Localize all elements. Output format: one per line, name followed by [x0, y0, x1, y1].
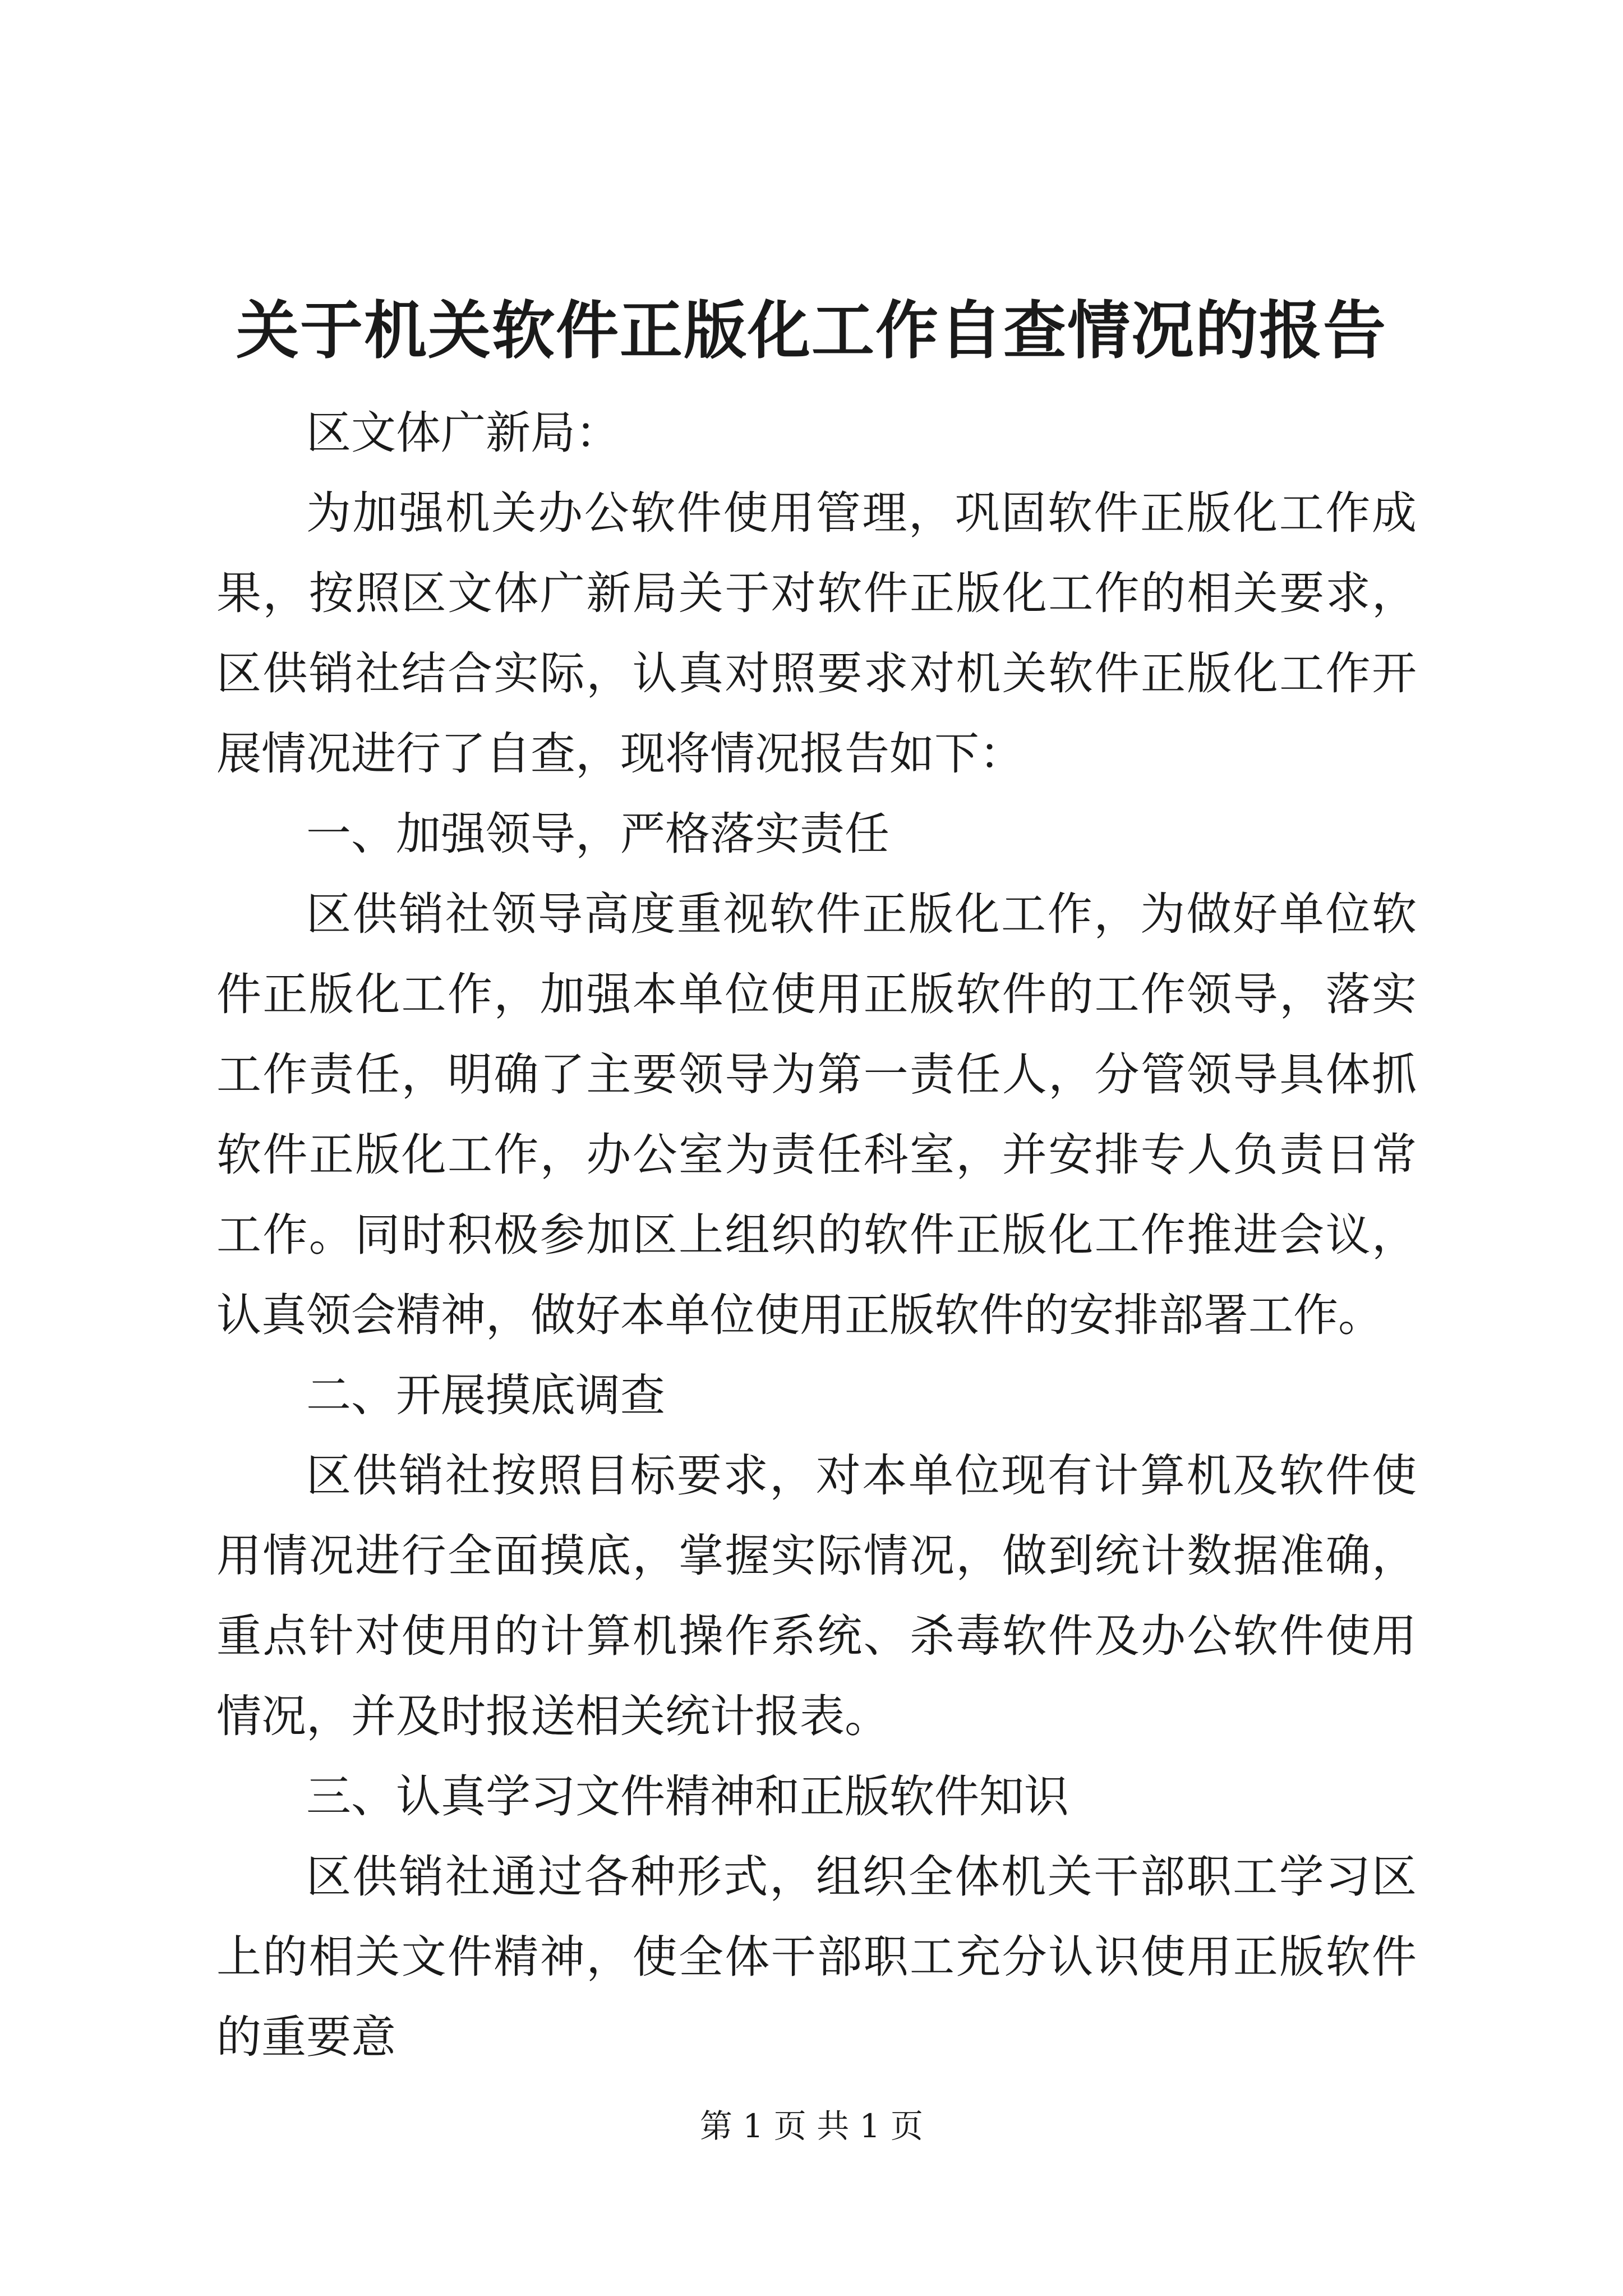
document-title: 关于机关软件正版化工作自查情况的报告: [236, 294, 1387, 367]
paragraph-intro: 为加强机关办公软件使用管理，巩固软件正版化工作成果，按照区文体广新局关于对软件正版化工作的相关要求，区供销社结合实际，认真对照要求对机关软件正版化工作开展情况进行了自查，现将情况报告如下：: [216, 487, 1417, 780]
section-heading-1: 一、加强领导，严格落实责任: [306, 808, 889, 860]
paragraph-section-1: 区供销社领导高度重视软件正版化工作，为做好单位软件正版化工作，加强本单位使用正版软件的工作领导，落实工作责任，明确了主要领导为第一责任人，分管领导具体抓软件正版化工作，办公室为责任科室，并安排专人负责日常工作。同时积极参加区上组织的软件正版化工作推进会议，认真领会精神，做好本单位使用正版软件的安排部署工作。: [216, 888, 1417, 1341]
document-body: [216, 393, 1417, 2077]
section-heading-2: 二、开展摸底调查: [306, 1369, 665, 1421]
salutation: 区文体广新局：: [306, 407, 620, 459]
paragraph-section-2: 区供销社按照目标要求，对本单位现有计算机及软件使用情况进行全面摸底，掌握实际情况，做到统计数据准确，重点针对使用的计算机操作系统、杀毒软件及办公软件使用情况，并及时报送相关统计报表。: [216, 1450, 1417, 1742]
paragraph-section-3: 区供销社通过各种形式，组织全体机关干部职工学习区上的相关文件精神，使全体干部职工充分认识使用正版软件的重要意: [216, 1851, 1417, 2063]
page-footer: 第 1 页 共 1 页: [700, 2107, 923, 2145]
section-heading-3: 三、认真学习文件精神和正版软件知识: [306, 1770, 1069, 1823]
